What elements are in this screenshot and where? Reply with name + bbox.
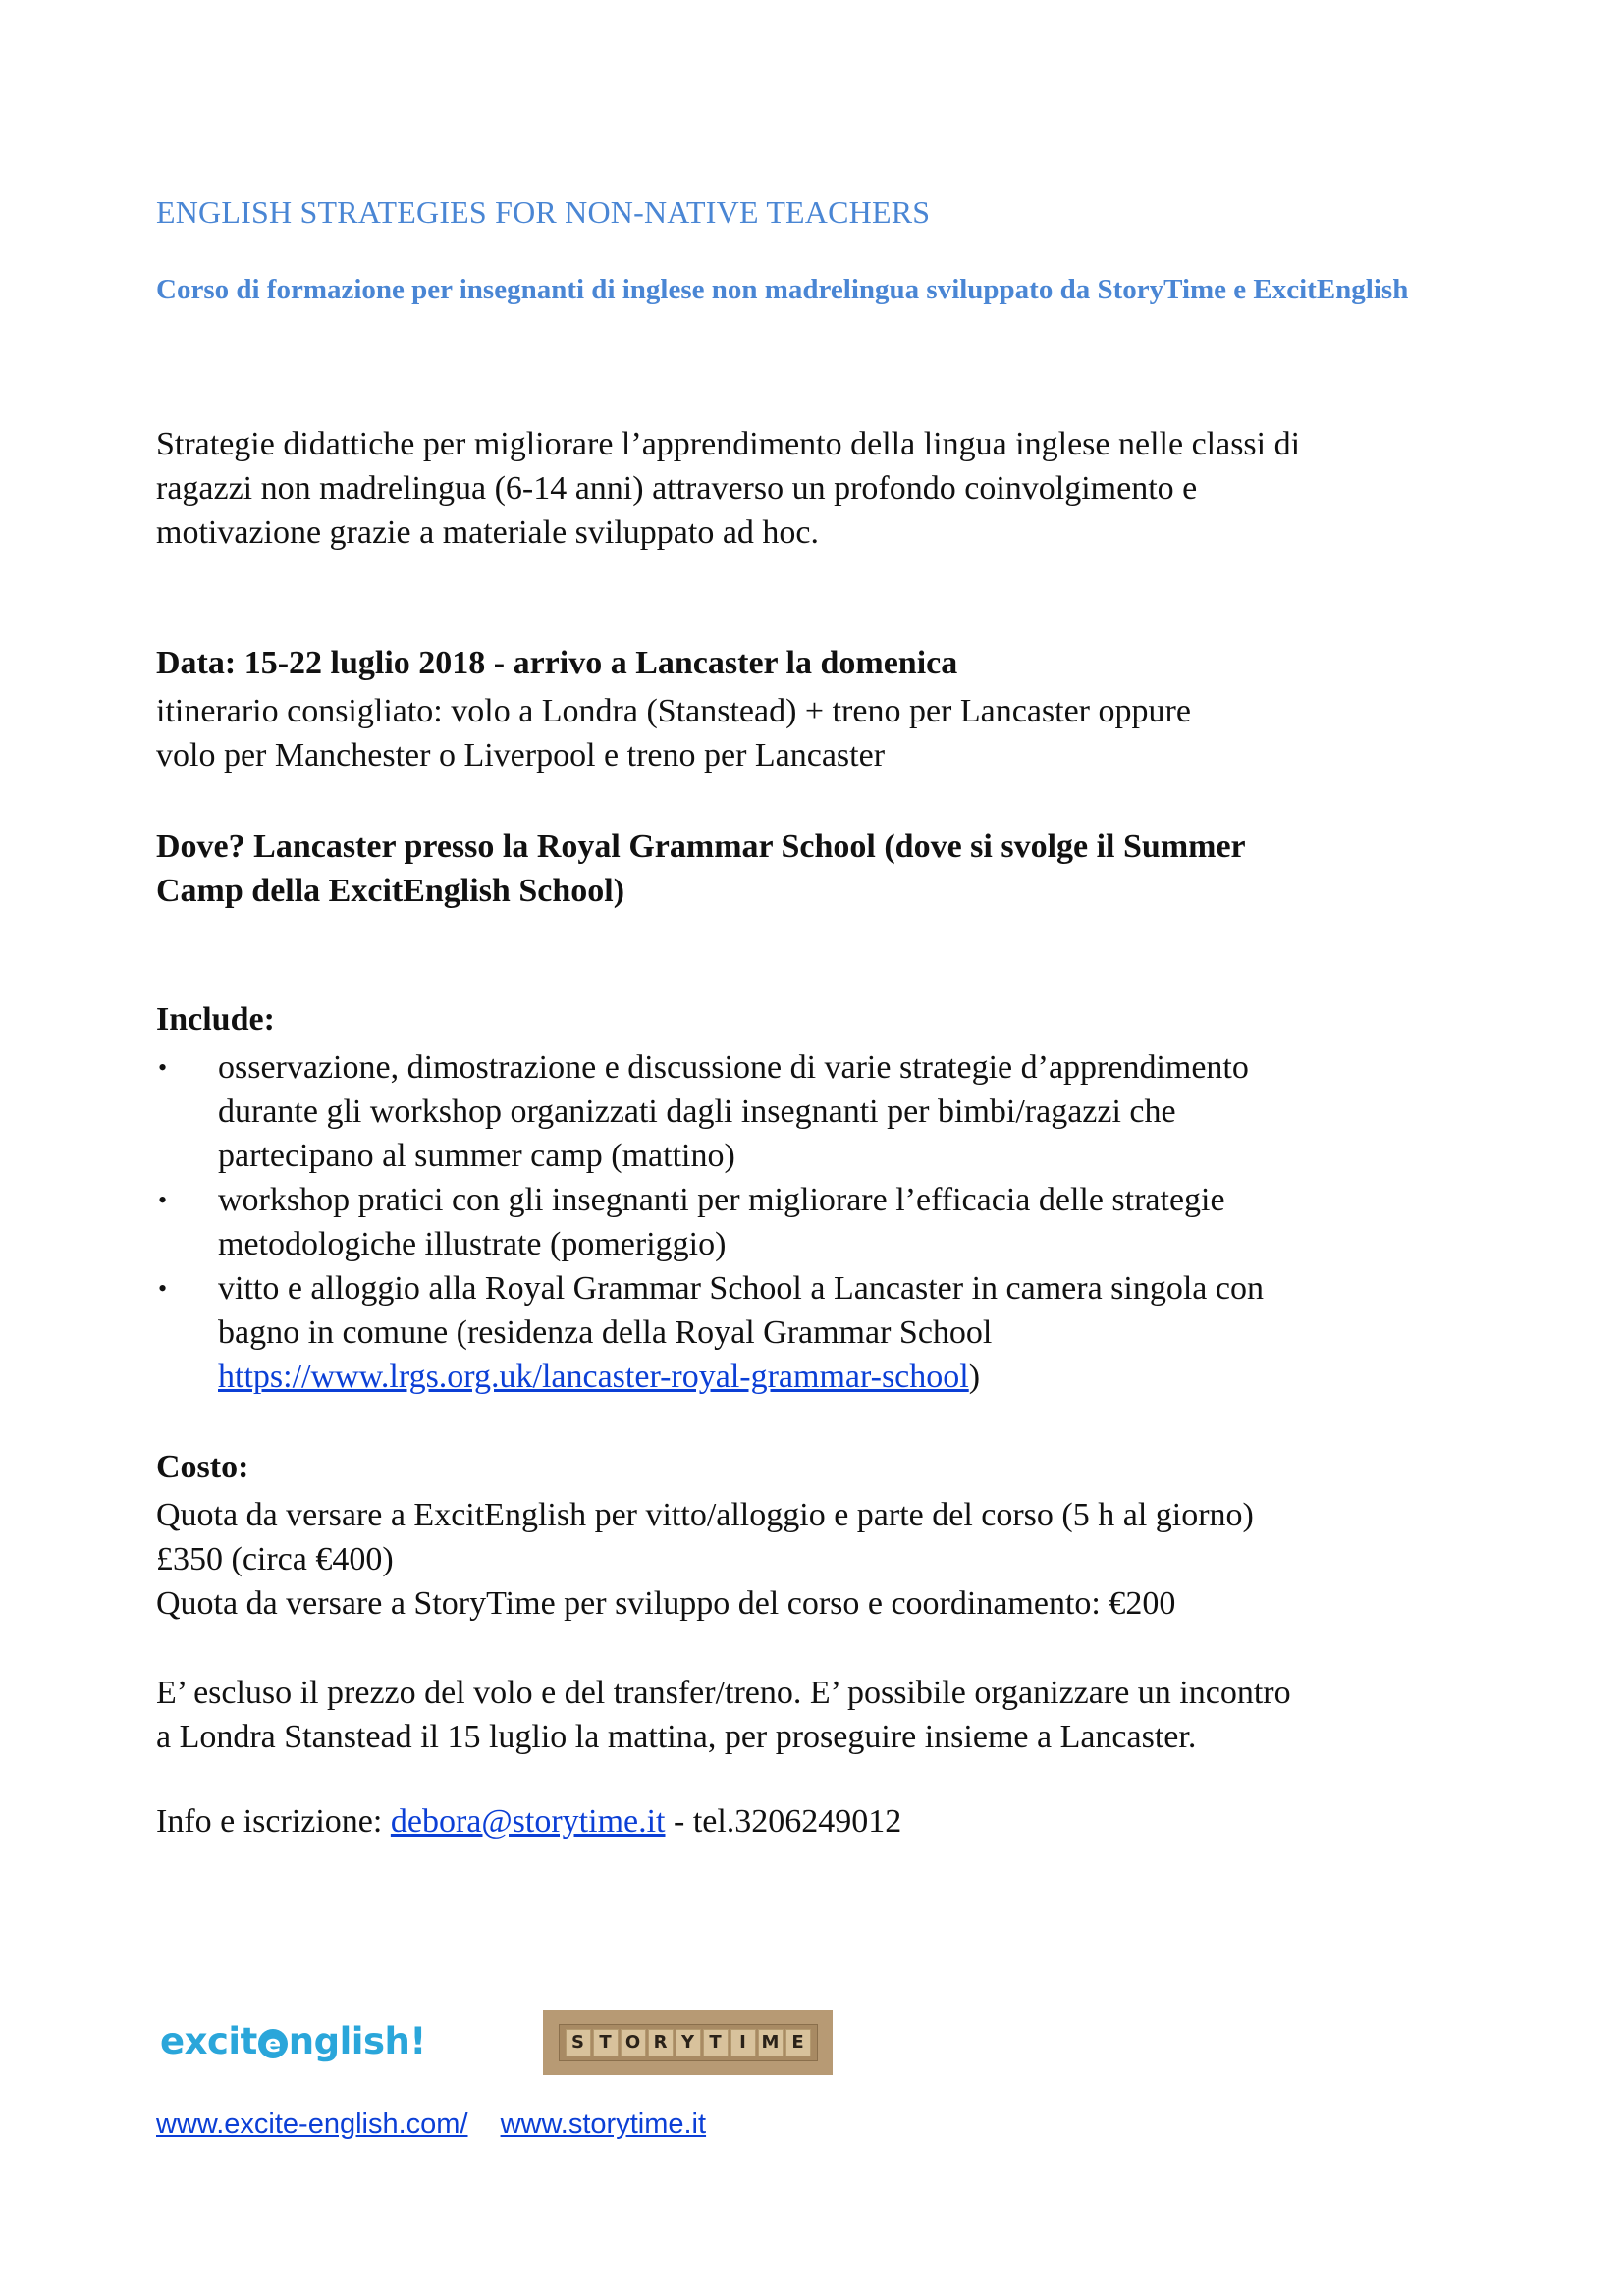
cost-heading: Costo: [156,1449,249,1485]
include-item-line: osservazione, dimostrazione e discussione di varie strategie d’apprendimento [218,1049,1249,1086]
bullet-icon: • [158,1274,168,1303]
letter-tile: I [730,2029,756,2056]
include-item-line: durante gli workshop organizzati dagli insegnanti per bimbi/ragazzi che [218,1094,1176,1130]
itinerary-line: volo per Manchester o Liverpool e treno per Lancaster [156,737,886,774]
logo-text: excit [160,2020,257,2062]
bullet-icon: • [158,1053,168,1082]
excitenglish-logo [160,2020,426,2069]
letter-tile: R [648,2029,674,2056]
contact-prefix: Info e iscrizione: [156,1803,391,1840]
note-line: a Londra Stanstead il 15 luglio la mattina, per proseguire insieme a Lancaster. [156,1719,1197,1755]
letter-tile: Y [676,2029,701,2056]
letter-tile: T [703,2029,729,2056]
include-item-line: bagno in comune (residenza della Royal Grammar School [218,1314,993,1351]
excitenglish-website-link[interactable]: www.excite-english.com/ [156,2109,468,2140]
include-list [156,1045,1531,1399]
logo-text: nglish! [288,2020,426,2062]
storytime-logo [543,2010,833,2075]
include-item [156,1045,1531,1178]
note-line: E’ escluso il prezzo del volo e del transfer/treno. E’ possibile organizzare un incontro [156,1675,1291,1711]
footer-links [156,2109,730,2141]
school-website-link[interactable]: https://www.lrgs.org.uk/lancaster-royal-grammar-school [218,1359,969,1395]
intro-line: ragazzi non madrelingua (6-14 anni) attraverso un profondo coinvolgimento e [156,470,1198,507]
location-heading [156,825,1433,913]
intro-line: Strategie didattiche per migliorare l’apprendimento della lingua inglese nelle classi di [156,426,1301,462]
storytime-tiles [559,2024,818,2061]
location-line: Camp della ExcitEnglish School) [156,873,625,909]
include-item-line [218,1355,1531,1399]
document-title: ENGLISH STRATEGIES FOR NON-NATIVE TEACHERS [156,194,931,230]
intro-line: motivazione grazie a materiale sviluppato ad hoc. [156,514,820,551]
include-item-line: partecipano al summer camp (mattino) [218,1138,735,1174]
cost-line: Quota da versare a ExcitEnglish per vitto/alloggio e parte del corso (5 h al giorno) [156,1497,1254,1533]
include-item-line: workshop pratici con gli insegnanti per migliorare l’efficacia delle strategie [218,1182,1225,1218]
date-heading: Data: 15-22 luglio 2018 - arrivo a Lancaster la domenica [156,645,958,681]
document-subtitle: Corso di formazione per insegnanti di inglese non madrelingua sviluppato da StoryTime e ExcitEnglish [156,274,1409,305]
include-item-line: vitto e alloggio alla Royal Grammar School a Lancaster in camera singola con [218,1270,1264,1307]
itinerary-text [156,689,1531,777]
contact-phone: - tel.3206249012 [665,1803,902,1840]
letter-tile: M [758,2029,784,2056]
cost-details [156,1493,1580,1626]
include-item [156,1266,1531,1399]
include-item-line: metodologiche illustrate (pomeriggio) [218,1226,727,1262]
letter-tile: T [593,2029,619,2056]
bullet-icon: • [158,1186,168,1214]
contact-info [156,1803,901,1841]
email-link[interactable]: debora@storytime.it [390,1803,666,1840]
include-heading: Include: [156,1001,275,1038]
letter-tile: E [785,2029,811,2056]
storytime-website-link[interactable]: www.storytime.it [500,2109,707,2140]
cost-line: Quota da versare a StoryTime per sviluppo del corso e coordinamento: €200 [156,1585,1176,1622]
letter-tile: O [621,2029,646,2056]
cost-line: £350 (circa €400) [156,1541,394,1577]
include-item [156,1178,1531,1266]
location-line: Dove? Lancaster presso la Royal Grammar School (dove si svolge il Summer [156,828,1246,865]
intro-paragraph [156,422,1531,555]
logo-e-mark: e [258,2029,288,2058]
exclusions-note [156,1671,1580,1759]
letter-tile: S [566,2029,591,2056]
itinerary-line: itinerario consigliato: volo a Londra (Stanstead) + treno per Lancaster oppure [156,693,1191,729]
link-suffix: ) [968,1359,981,1395]
